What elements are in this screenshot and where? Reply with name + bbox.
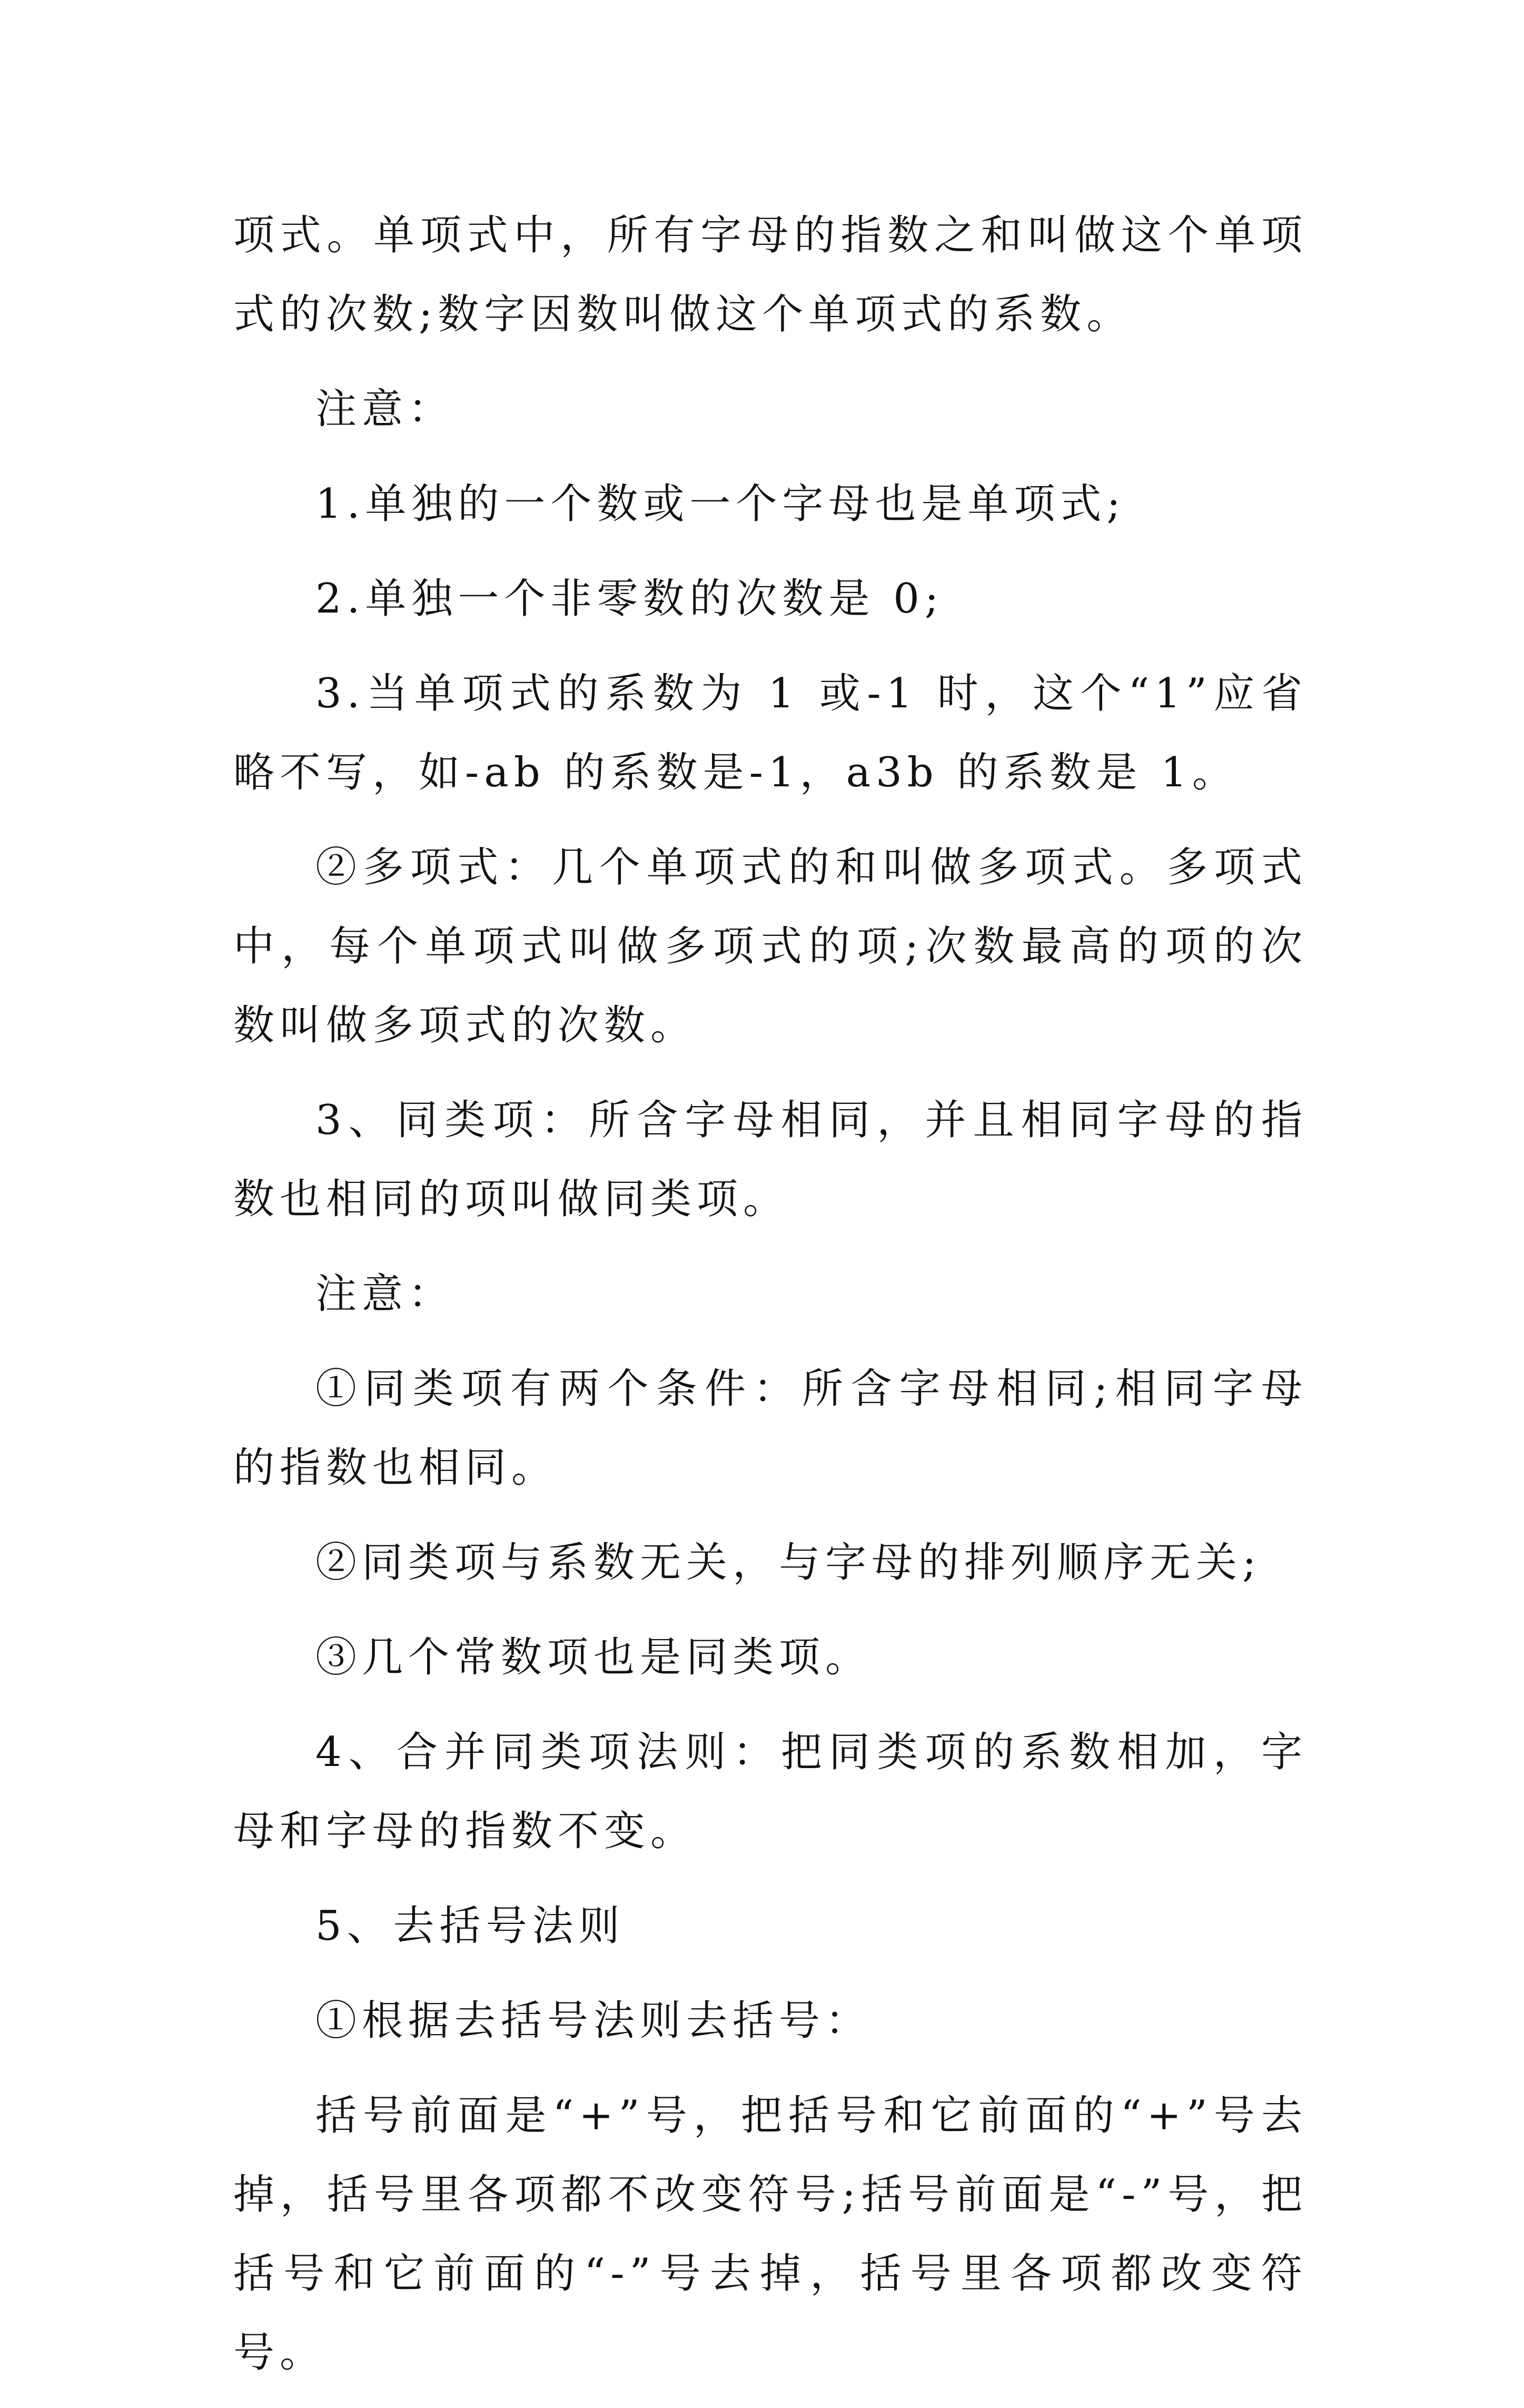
paragraph-bracket-rule-detail: 括号前面是“+”号，把括号和它前面的“+”号去掉，括号里各项都不改变符号;括号前面是“-”号，把括号和它前面的“-”号去掉，括号里各项都改变符号。 (233, 2092, 1308, 2376)
paragraph-note-heading-2: 注意： (315, 1270, 455, 1318)
paragraph-like-terms-coefficient: ②同类项与系数无关，与字母的排列顺序无关; (315, 1539, 1262, 1586)
paragraph-polynomial: ②多项式：几个单项式的和叫做多项式。多项式中，每个单项式叫做多项式的项;次数最高的项的次数叫做多项式的次数。 (233, 844, 1308, 1049)
document-body (233, 196, 1308, 2408)
paragraph-note-2: 2.单独一个非零数的次数是 0; (315, 575, 944, 623)
paragraph-bracket-rule-step: ①根据去括号法则去括号： (315, 1997, 872, 2045)
paragraph-constant-terms: ③几个常数项也是同类项。 (315, 1634, 872, 1681)
paragraph-like-terms: 3、同类项：所含字母相同，并且相同字母的指数也相同的项叫做同类项。 (233, 1097, 1308, 1223)
paragraph-combine-rule: 4、合并同类项法则：把同类项的系数相加，字母和字母的指数不变。 (233, 1729, 1308, 1855)
paragraph-monomial-degree: 项式。单项式中，所有字母的指数之和叫做这个单项式的次数;数字因数叫做这个单项式的系数。 (233, 212, 1308, 338)
paragraph-note-1: 1.单独的一个数或一个字母也是单项式; (315, 480, 1126, 528)
paragraph-like-terms-condition: ①同类项有两个条件：所含字母相同;相同字母的指数也相同。 (233, 1365, 1308, 1492)
paragraph-bracket-rule-heading: 5、去括号法则 (315, 1902, 625, 1950)
paragraph-note-3: 3.当单项式的系数为 1 或-1 时，这个“1”应省略不写，如-ab 的系数是-1，a3b 的系数是 1。 (233, 670, 1308, 796)
paragraph-note-heading-1: 注意： (315, 386, 455, 433)
